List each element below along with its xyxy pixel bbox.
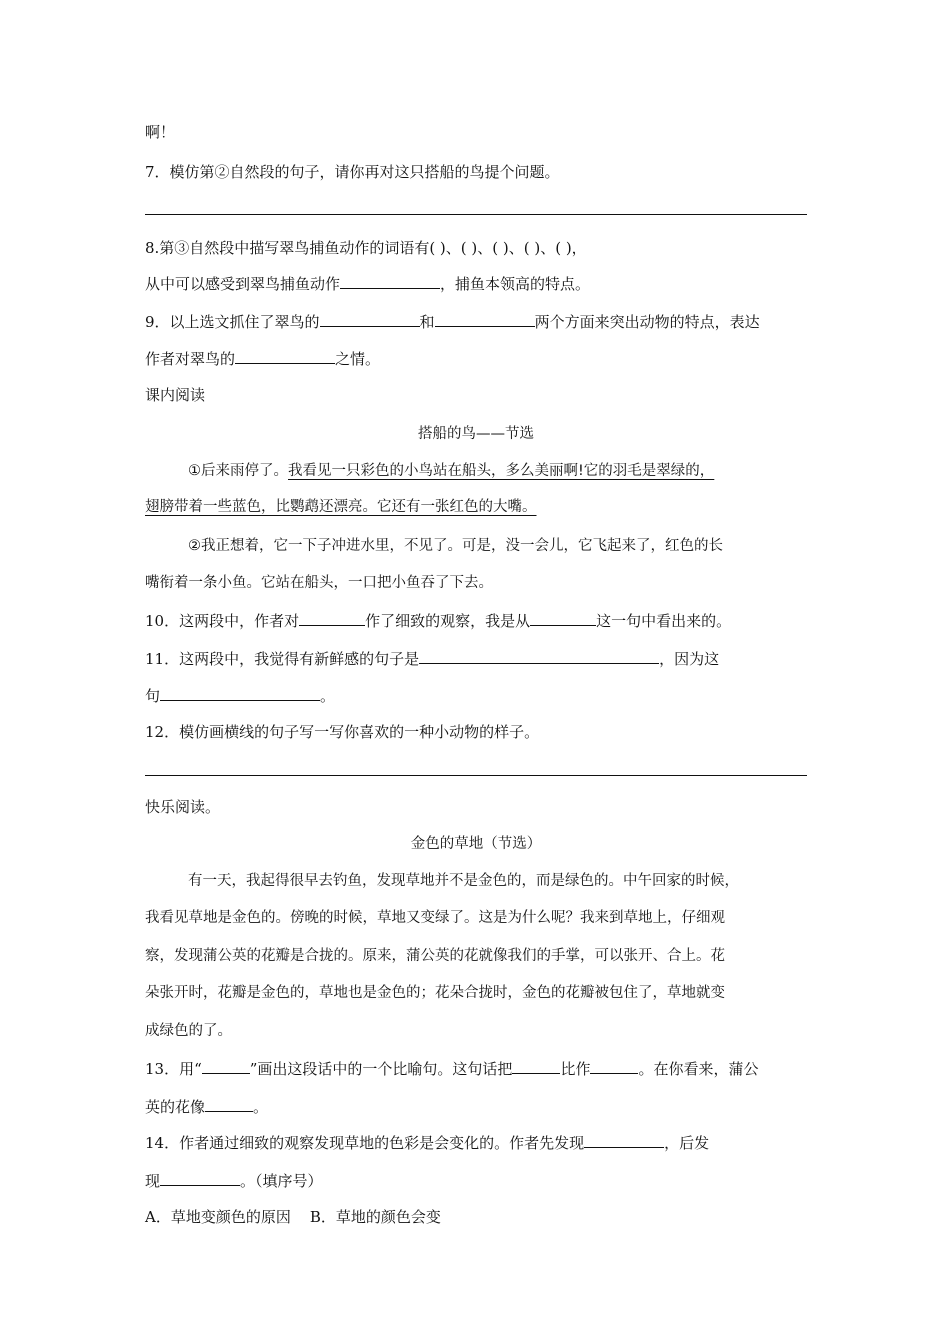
question-13-line2 xyxy=(145,1096,268,1117)
passage3-line1: 有一天，我起得很早去钓鱼，发现草地并不是金色的，而是绿色的。中午回家的时候， xyxy=(188,873,739,889)
q11-blank-2[interactable] xyxy=(160,685,320,701)
q9-blank-2[interactable] xyxy=(435,311,535,327)
q14-text-c: 现 xyxy=(145,1172,161,1190)
passage1-underlined-a: 我看见一只彩色的小鸟站在船头，多么美丽啊!它的羽毛是翠绿的， xyxy=(288,463,715,479)
question-11-line2 xyxy=(145,685,335,706)
q9-blank-1[interactable] xyxy=(320,311,420,327)
passage1-line2 xyxy=(145,497,537,517)
question-11-line1 xyxy=(145,648,719,669)
passage3-line4: 朵张开时，花瓣是金色的，草地也是金色的；花朵合拢时，金色的花瓣被包住了，草地就变 xyxy=(145,985,725,1001)
passage1-plain: ①后来雨停了。 xyxy=(188,463,288,479)
q10-text-a: 10．这两段中，作者对 xyxy=(145,612,300,630)
q13-blank-1[interactable] xyxy=(202,1058,250,1074)
q10-text-b: 作了细致的观察，我是从 xyxy=(365,612,531,630)
q13-text-c: 比作 xyxy=(560,1060,591,1078)
question-8-line2 xyxy=(145,273,590,294)
passage1-underlined-b: 翅膀带着一些蓝色，比鹦鹉还漂亮。它还有一张红色的大嘴。 xyxy=(145,499,537,515)
q11-blank-1[interactable] xyxy=(419,648,659,664)
q13-blank-2[interactable] xyxy=(512,1058,560,1074)
q9-text-a: 9．以上选文抓住了翠鸟的 xyxy=(145,313,320,331)
q8-blank[interactable] xyxy=(340,273,440,289)
question-8-line1: 8.第③自然段中描写翠鸟捕鱼动作的词语有( )、( )、( )、( )、( )， xyxy=(145,239,587,257)
passage3-line5: 成绿色的了。 xyxy=(145,1023,232,1039)
passage1-line1 xyxy=(188,461,714,481)
q10-blank-2[interactable] xyxy=(530,610,596,626)
q11-text-c: 句 xyxy=(145,687,161,705)
q13-text-a: 13．用“ xyxy=(145,1060,202,1078)
answer-line-q12[interactable] xyxy=(145,775,807,776)
fragment-line: 啊！ xyxy=(145,123,176,141)
q13-text-f: 。 xyxy=(253,1098,269,1116)
q14-text-d: 。（填序号） xyxy=(240,1172,323,1190)
q11-text-b: ，因为这 xyxy=(659,650,720,668)
q8-text-b: ，捕鱼本领高的特点。 xyxy=(440,275,591,293)
question-10 xyxy=(145,610,731,631)
q14-text-a: 14．作者通过细致的观察发现草地的色彩是会变化的。作者先发现 xyxy=(145,1134,585,1152)
q11-text-a: 11．这两段中，我觉得有新鲜感的句子是 xyxy=(145,650,420,668)
question-9-line1 xyxy=(145,311,760,332)
q9-text-e: 之情。 xyxy=(335,350,381,368)
q9-text-c: 两个方面来突出动物的特点，表达 xyxy=(534,313,760,331)
answer-line-q7[interactable] xyxy=(145,214,807,215)
question-14-line1 xyxy=(145,1132,709,1153)
q13-blank-4[interactable] xyxy=(205,1096,253,1112)
q9-text-b: 和 xyxy=(419,313,435,331)
passage3-line3: 察，发现蒲公英的花瓣是合拢的。原来，蒲公英的花就像我们的手掌，可以张开、合上。花 xyxy=(145,948,725,964)
section-heading-happy-reading: 快乐阅读。 xyxy=(145,798,221,816)
q13-blank-3[interactable] xyxy=(590,1058,638,1074)
q9-blank-3[interactable] xyxy=(235,348,335,364)
question-14-line2 xyxy=(145,1170,323,1191)
q14-text-b: ，后发 xyxy=(664,1134,710,1152)
question-9-line2 xyxy=(145,348,380,369)
section-heading-in-class-reading: 课内阅读 xyxy=(145,386,206,404)
q13-text-b: ”画出这段话中的一个比喻句。这句话把 xyxy=(249,1060,513,1078)
question-13-line1 xyxy=(145,1058,758,1079)
q14-blank-2[interactable] xyxy=(160,1170,240,1186)
question-14-options: A．草地变颜色的原因 B．草地的颜色会变 xyxy=(145,1208,441,1226)
question-12: 12．模仿画横线的句子写一写你喜欢的一种小动物的样子。 xyxy=(145,723,540,741)
passage3-line2: 我看见草地是金色的。傍晚的时候，草地又变绿了。这是为什么呢？我来到草地上，仔细观 xyxy=(145,910,725,926)
q13-text-d: 。在你看来，蒲公 xyxy=(638,1060,759,1078)
passage2-line1: ②我正想着，它一下子冲进水里，不见了。可是，没一会儿，它飞起来了，红色的长 xyxy=(188,538,723,554)
passage-title-golden-meadow: 金色的草地（节选） xyxy=(410,836,542,852)
passage-title-bird: 搭船的鸟——节选 xyxy=(418,426,534,442)
passage2-line2: 嘴衔着一条小鱼。它站在船头，一口把小鱼吞了下去。 xyxy=(145,575,493,591)
q9-text-d: 作者对翠鸟的 xyxy=(145,350,236,368)
q10-blank-1[interactable] xyxy=(299,610,365,626)
q14-blank-1[interactable] xyxy=(584,1132,664,1148)
question-7: 7．模仿第②自然段的句子，请你再对这只搭船的鸟提个问题。 xyxy=(145,163,560,181)
q10-text-c: 这一句中看出来的。 xyxy=(596,612,732,630)
q11-text-d: 。 xyxy=(320,687,336,705)
q8-text-a: 从中可以感受到翠鸟捕鱼动作 xyxy=(145,275,341,293)
q13-text-e: 英的花像 xyxy=(145,1098,206,1116)
